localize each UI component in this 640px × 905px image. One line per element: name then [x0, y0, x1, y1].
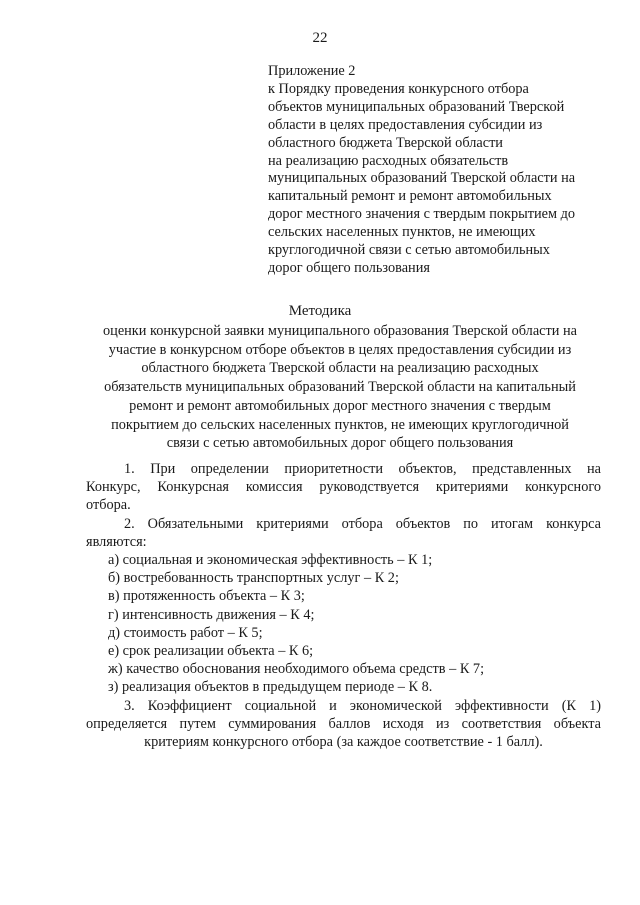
criterion-item: е) срок реализации объекта – К 6; — [108, 643, 314, 660]
subtitle-line: ремонт и ремонт автомобильных дорог местного значения с твердым — [129, 397, 551, 414]
appendix-line: Приложение 2 — [268, 63, 356, 79]
paragraph-1-line: отбора. — [86, 497, 131, 514]
appendix-line: дорог общего пользования — [268, 259, 430, 276]
criterion-item: г) интенсивность движения – К 4; — [108, 606, 315, 623]
appendix-line: сельских населенных пунктов, не имеющих — [268, 224, 536, 241]
subtitle-line: покрытием до сельских населенных пунктов, не имеющих круглогодичной — [111, 416, 569, 433]
appendix-line: капитальный ремонт и ремонт автомобильных — [268, 188, 552, 205]
criterion-item: а) социальная и экономическая эффективность – К 1; — [108, 552, 433, 569]
methodology-subtitle — [70, 322, 610, 453]
criterion-item: з) реализация объектов в предыдущем периоде – К 8. — [108, 679, 433, 696]
appendix-line: круглогодичной связи с сетью автомобильных — [268, 242, 550, 259]
criterion-item: в) протяженность объекта – К 3; — [108, 588, 305, 605]
appendix-line: областного бюджета Тверской области — [268, 134, 503, 151]
paragraph-1-line: Конкурс, Конкурсная комиссия руководствуется критериями конкурсного — [86, 479, 601, 496]
appendix-line: области в целях предоставления субсидии из — [268, 116, 543, 133]
appendix-line: к Порядку проведения конкурсного отбора — [268, 80, 529, 97]
appendix-line: объектов муниципальных образований Тверской — [268, 98, 565, 115]
paragraph-2-line: 2. Обязательными критериями отбора объектов по итогам конкурса — [124, 515, 601, 532]
appendix-line: на реализацию расходных обязательств — [268, 152, 509, 169]
paragraph-2-line: являются: — [86, 533, 147, 550]
methodology-title: Методика — [288, 303, 352, 319]
appendix-line: муниципальных образований Тверской области на — [268, 170, 576, 187]
paragraph-3-line: 3. Коэффициент социальной и экономической эффективности (К 1) — [124, 697, 601, 714]
paragraph-3-line: критериям конкурсного отбора (за каждое соответствие - 1 балл). — [144, 734, 543, 751]
document-body — [86, 460, 601, 751]
subtitle-line: связи с сетью автомобильных дорог общего пользования — [166, 435, 514, 452]
page-number: 22 — [312, 30, 328, 46]
subtitle-line: обязательств муниципальных образований Тверской области на капитальный — [104, 379, 576, 396]
subtitle-line: оценки конкурсной заявки муниципального образования Тверской области на — [103, 323, 577, 339]
subtitle-line: участие в конкурсном отборе объектов в целях предоставления субсидии из — [108, 341, 572, 358]
appendix-line: дорог местного значения с твердым покрытием до — [268, 206, 576, 223]
criterion-item: ж) качество обоснования необходимого объема средств – К 7; — [108, 661, 485, 678]
subtitle-line: областного бюджета Тверской области на реализацию расходных — [141, 360, 539, 377]
appendix-header — [268, 63, 613, 278]
criterion-item: б) востребованность транспортных услуг – К 2; — [108, 570, 399, 587]
criterion-item: д) стоимость работ – К 5; — [108, 624, 263, 641]
paragraph-1-line: 1. При определении приоритетности объектов, представленных на — [124, 461, 601, 477]
paragraph-3-line: определяется путем суммирования баллов исходя из соответствия объекта — [86, 715, 601, 732]
